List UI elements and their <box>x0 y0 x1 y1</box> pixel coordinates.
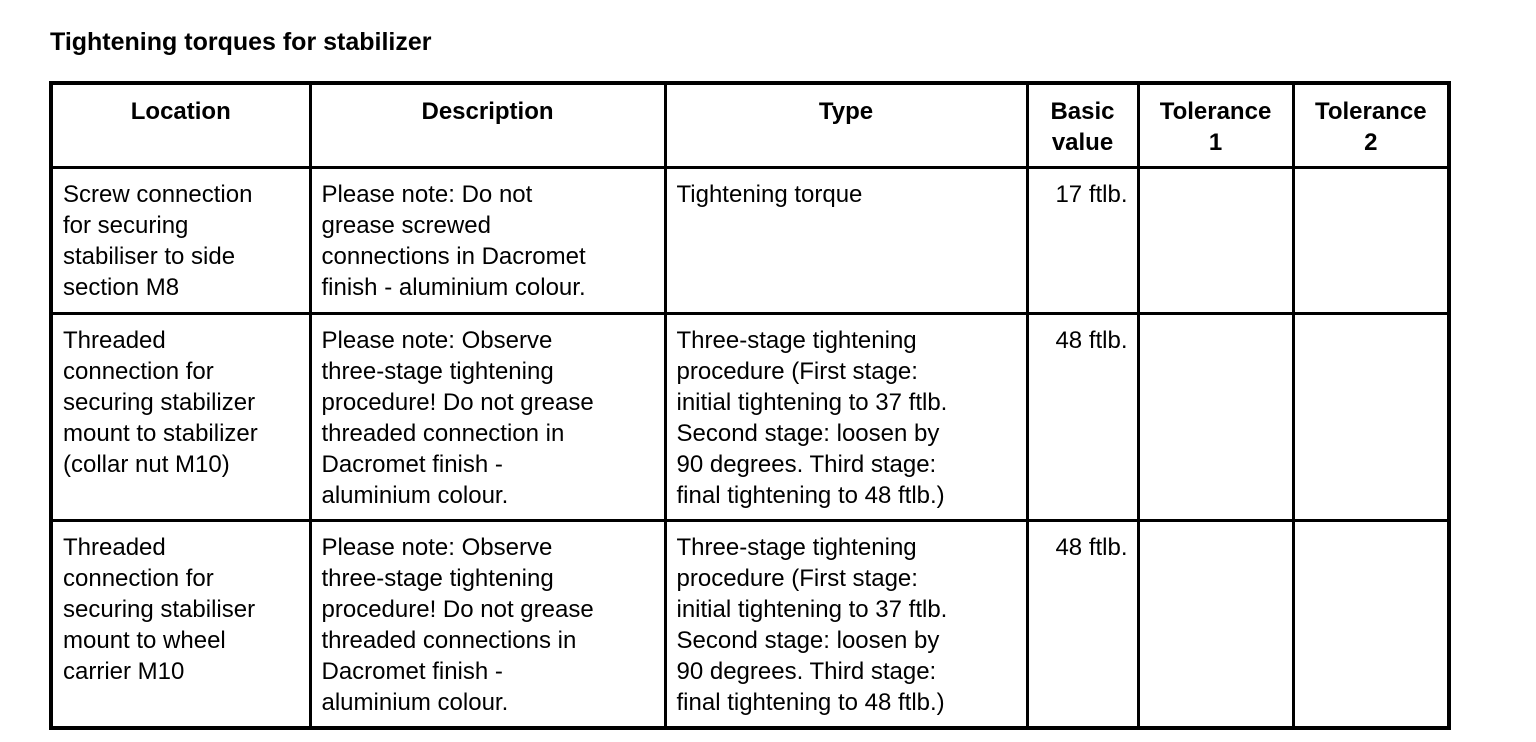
cell-description <box>310 521 665 728</box>
cell-description <box>310 314 665 521</box>
cell-line: Screw connection <box>63 181 253 208</box>
cell-description <box>310 168 665 314</box>
cell-line: Please note: Observe <box>321 327 553 354</box>
header-tolerance-1 <box>1138 83 1293 168</box>
table-row <box>51 314 1449 521</box>
header-location <box>51 83 310 168</box>
header-location-label: Location <box>130 98 231 125</box>
table-row <box>51 521 1449 728</box>
cell-line: initial tightening to 37 ftlb. <box>676 596 948 623</box>
cell-basic-value: 48 ftlb. <box>1027 314 1138 521</box>
cell-line: final tightening to 48 ftlb.) <box>676 482 945 509</box>
cell-line: securing stabilizer <box>63 389 256 416</box>
cell-line: 90 degrees. Third stage: <box>676 658 937 685</box>
cell-line: final tightening to 48 ftlb.) <box>676 689 945 716</box>
cell-line: procedure (First stage: <box>676 358 918 385</box>
cell-line: connection for <box>63 358 214 385</box>
header-description <box>310 83 665 168</box>
cell-tolerance-2 <box>1293 168 1449 314</box>
cell-line: Threaded <box>63 534 166 561</box>
cell-line: Second stage: loosen by <box>676 627 940 654</box>
cell-line: finish - aluminium colour. <box>321 274 586 301</box>
cell-type <box>665 521 1027 728</box>
cell-basic-value: 48 ftlb. <box>1027 521 1138 728</box>
cell-basic-value: 17 ftlb. <box>1027 168 1138 314</box>
cell-location <box>51 521 310 728</box>
cell-line: Please note: Observe <box>321 534 553 561</box>
cell-line: aluminium colour. <box>321 689 509 716</box>
cell-line: (collar nut M10) <box>63 451 230 478</box>
header-basic-value-line: value <box>1051 129 1114 156</box>
cell-line: aluminium colour. <box>321 482 509 509</box>
cell-location <box>51 168 310 314</box>
cell-line: Three-stage tightening <box>676 534 917 561</box>
header-description-label: Description <box>421 98 554 125</box>
cell-line: Second stage: loosen by <box>676 420 940 447</box>
cell-line: Dacromet finish - <box>321 451 503 478</box>
header-tolerance-1-line: 1 <box>1208 129 1223 156</box>
page-title: Tightening torques for stabilizer <box>50 28 432 56</box>
header-row <box>51 83 1449 168</box>
cell-tolerance-1 <box>1138 521 1293 728</box>
cell-line: three-stage tightening <box>321 358 554 385</box>
cell-line: Please note: Do not <box>321 181 533 208</box>
cell-line: grease screwed <box>321 212 491 239</box>
cell-line: threaded connections in <box>321 627 577 654</box>
header-basic-value <box>1027 83 1138 168</box>
header-type <box>665 83 1027 168</box>
cell-line: for securing <box>63 212 189 239</box>
cell-type <box>665 314 1027 521</box>
cell-line: mount to wheel <box>63 627 226 654</box>
cell-line: Dacromet finish - <box>321 658 503 685</box>
cell-line: section M8 <box>63 274 180 301</box>
cell-line: initial tightening to 37 ftlb. <box>676 389 948 416</box>
cell-line: three-stage tightening <box>321 565 554 592</box>
header-tolerance-2-line: 2 <box>1364 129 1378 156</box>
cell-line: Three-stage tightening <box>676 327 917 354</box>
cell-type <box>665 168 1027 314</box>
cell-line: mount to stabilizer <box>63 420 258 447</box>
cell-tolerance-1 <box>1138 314 1293 521</box>
cell-line: securing stabiliser <box>63 596 256 623</box>
header-tolerance-2 <box>1293 83 1449 168</box>
cell-line: carrier M10 <box>63 658 185 685</box>
cell-line: stabiliser to side <box>63 243 236 270</box>
cell-tolerance-1 <box>1138 168 1293 314</box>
cell-line: procedure! Do not grease <box>321 596 594 623</box>
cell-line: procedure! Do not grease <box>321 389 594 416</box>
cell-tolerance-2 <box>1293 521 1449 728</box>
cell-line: connections in Dacromet <box>321 243 586 270</box>
cell-line: Tightening torque <box>676 181 863 208</box>
header-type-label: Type <box>818 98 874 125</box>
cell-line: procedure (First stage: <box>676 565 918 592</box>
cell-line: connection for <box>63 565 214 592</box>
header-basic-value-line: Basic <box>1050 98 1115 125</box>
cell-line: threaded connection in <box>321 420 565 447</box>
cell-tolerance-2 <box>1293 314 1449 521</box>
torque-table <box>49 81 1451 730</box>
cell-line: Threaded <box>63 327 166 354</box>
header-tolerance-2-line: Tolerance <box>1314 98 1427 125</box>
cell-location <box>51 314 310 521</box>
table-row <box>51 168 1449 314</box>
cell-line: 90 degrees. Third stage: <box>676 451 937 478</box>
header-tolerance-1-line: Tolerance <box>1159 98 1272 125</box>
